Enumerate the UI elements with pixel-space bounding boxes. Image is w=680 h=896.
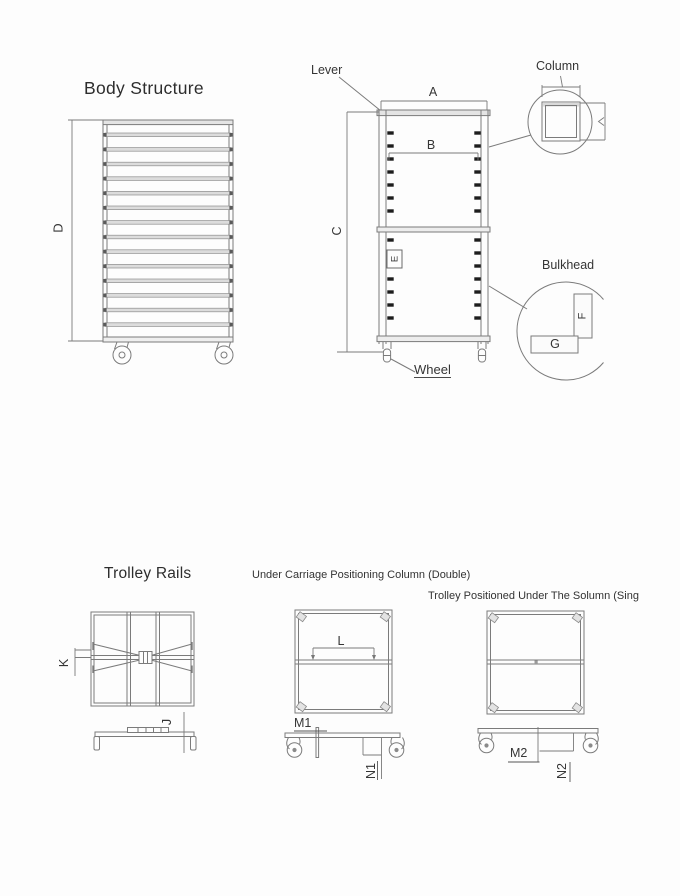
trolley-rails-top-drawing — [91, 612, 194, 706]
bulkhead-label: Bulkhead — [542, 258, 595, 272]
rack-caster-right — [215, 342, 233, 364]
dim-d-label: D — [50, 223, 66, 233]
frame-lever-pins — [387, 131, 480, 319]
trolley-rails-k-dimension — [75, 648, 91, 676]
dim-f-label: F — [576, 312, 589, 320]
dim-m1-label: M1 — [294, 716, 312, 730]
rack-shelves — [103, 133, 232, 326]
wheel-label: Wheel — [414, 362, 451, 377]
under-carriage-side-drawing — [285, 728, 404, 781]
frame-b-dimension — [389, 153, 478, 161]
trolley-rails-title: Trolley Rails — [104, 565, 192, 582]
column-label: Column — [536, 59, 580, 73]
frame-wheel-leader — [391, 359, 415, 372]
trolley-single-top-drawing — [487, 611, 584, 714]
dim-k-label: K — [56, 658, 71, 668]
frame-lever-leader — [339, 77, 381, 111]
frame-wheels — [383, 342, 486, 362]
frame-a-dimension — [381, 101, 487, 110]
dim-g-label: G — [550, 336, 560, 351]
body-structure-title: Body Structure — [84, 78, 204, 98]
dim-n1-label: N1 — [363, 763, 378, 779]
under-carriage-top-drawing — [295, 610, 392, 713]
bulkhead-detail-drawing — [517, 282, 604, 380]
rack-d-dimension — [68, 120, 112, 341]
trolley-single-title: Trolley Positioned Under The Solumn (Sing — [428, 590, 639, 602]
dim-b-label: B — [426, 137, 436, 152]
dim-c-label: C — [329, 226, 344, 236]
lever-label: Lever — [311, 63, 343, 77]
trolley-single-side-drawing — [478, 727, 598, 782]
dim-l-label: L — [337, 633, 345, 648]
frame-c-dimension — [337, 112, 383, 352]
dim-a-label: A — [428, 84, 438, 99]
dim-m2-label: M2 — [510, 746, 528, 760]
rack-caster-left — [113, 342, 131, 364]
under-carriage-title: Under Carriage Positioning Column (Double) — [252, 569, 471, 581]
dim-e-label: E — [388, 255, 400, 263]
dim-n2-label: N2 — [554, 763, 569, 779]
frame-detail-leaders — [489, 135, 531, 309]
column-detail-drawing — [528, 76, 605, 154]
trolley-rails-side-drawing — [94, 712, 196, 753]
dim-j-label: J — [159, 718, 174, 726]
